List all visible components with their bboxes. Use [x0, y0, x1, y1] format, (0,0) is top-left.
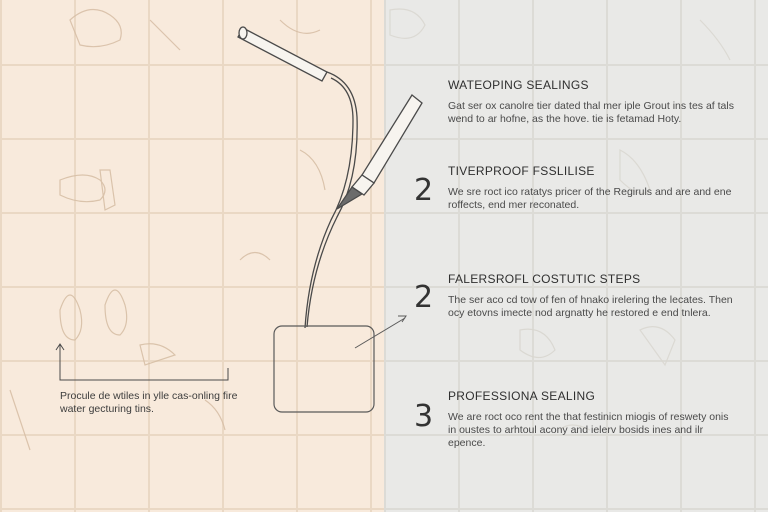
hand-sketch-icon [140, 344, 175, 365]
step-body: The ser aco cd tow of fen of hnako irelering the lecates. Then ocy etovns imecte nod argnatty he restored e end tnlera. [448, 294, 733, 319]
foot-sketch-icon [105, 290, 127, 335]
step-body: We sre roct ico ratatys pricer of the Regiruls and are and ene roffects, end mer reconated. [448, 186, 732, 211]
hand-sketch-icon [60, 175, 105, 202]
connector-arrow [355, 318, 405, 348]
hand-sketch-icon [100, 170, 115, 210]
highlight-frame [274, 326, 374, 412]
step-4 [448, 389, 738, 450]
step-3 [448, 272, 738, 320]
brush-icon [337, 95, 422, 209]
step-2 [448, 164, 738, 212]
step-number: 2 [414, 280, 434, 315]
illustration-caption: Procule de wtiles in ylle cas-onling fire water gecturing tins. [60, 390, 238, 415]
step-body: We are roct oco rent the that festinicn miogis of reswety onis in oustes to arhtoul acony and ielerv bosids ines and ilr epence. [448, 411, 729, 449]
step-number: 3 [414, 399, 434, 434]
step-1 [448, 78, 738, 126]
step-title: TIVERPROOF FSSLILISE [448, 164, 595, 178]
step-body: Gat ser ox canolre tier dated thal mer iple Grout ins tes af tals wend to ar hofne, as the hove. tie is fetamad Hoty. [448, 100, 734, 125]
step-title: PROFESSIONA SEALING [448, 389, 596, 403]
step-title: FALERSROFL COSTUTIC STEPS [448, 272, 641, 286]
hand-sketch-icon [70, 10, 121, 47]
sealant-gun-icon [238, 27, 357, 328]
foot-sketch-icon [60, 295, 82, 340]
step-number: 2 [414, 173, 434, 208]
step-title: WATEOPING SEALINGS [448, 78, 589, 92]
